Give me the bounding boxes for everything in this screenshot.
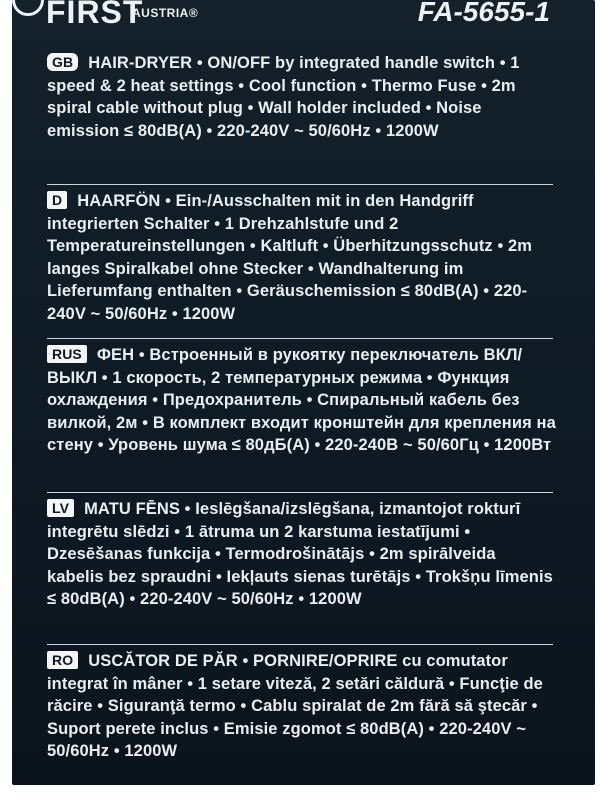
section-lv [47, 498, 557, 611]
section-ro [47, 650, 557, 763]
section-text-gb: HAIR-DRYER • ON/OFF by integrated handle switch • 1 speed & 2 heat settings • Cool function • Thermo Fuse • 2m spiral cable without plug • Wall holder included • Noise emission ≤ 80dB(A) • 220-240V ~ 50/60Hz • 1200W [47, 54, 520, 140]
divider [47, 184, 553, 185]
model-number: FA-5655-1 [417, 0, 550, 27]
language-tag-d: D [47, 191, 67, 209]
divider [47, 338, 553, 339]
section-text-d: HAARFÖN • Ein-/Ausschalten mit in den Handgriff integrierten Schalter • 1 Drehzahlstufe und 2 Temperatureinstellungen • Kaltluft • Überhitzungsschutz • 2m langes Spiralkabel ohne Stecker • Wandhalterung im Lieferumfang enthalten • Geräuschemission ≤ 80dB(A) • 220-240V ~ 50/60Hz • 1200W [47, 192, 533, 323]
section-text-lv: MATU FĒNS • Ieslēgšana/izslēgšana, izmantojot rokturī integrētu slēdzi • 1 ātruma un 2 karstuma iestatījumi • Dzesēšanas funkcija • Termodrošinātājs • 2m spirālveida kabelis bez spraudni • Iekļauts sienas turētājs • Trokšņu līmenis ≤ 80dB(A) • 220-240V ~ 50/60Hz • 1200W [47, 500, 553, 608]
product-label-panel [12, 0, 595, 785]
brand-logo-icon [12, 0, 44, 16]
section-text-rus: ФЕН • Встроенный в рукоятку переключатель ВКЛ/ ВЫКЛ • 1 скорость, 2 температурных режима • Функция охлаждения • Предохранитель • Спиральный кабель без вилкой, 2м • В комплект входит кронштейн для крепления на стену • Уровень шума ≤ 80дБ(А) • 220-240В ~ 50/60Гц • 1200Вт [47, 346, 556, 454]
section-text-ro: USCĂTOR DE PĂR • PORNIRE/OPRIRE cu comutator integrat în mâner • 1 setare viteză, 2 setări căldură • Funcţie de răcire • Siguranţă termo • Cablu spiralat de 2m fără să ştecăr • Suport perete inclus • Emisie zgomot ≤ 80dB(A) • 220-240V ~ 50/60Hz • 1200W [47, 652, 543, 760]
language-tag-lv: LV [47, 499, 74, 517]
divider [47, 644, 553, 645]
section-gb [47, 52, 557, 142]
language-tag-ro: RO [47, 651, 78, 669]
section-d [47, 190, 557, 325]
language-tag-gb: GB [47, 53, 78, 71]
section-rus [47, 344, 557, 457]
brand-country: AUSTRIA® [132, 6, 199, 20]
label-header [12, 0, 595, 34]
language-tag-rus: RUS [47, 345, 87, 363]
divider [47, 492, 553, 493]
brand-name: FIRST [46, 0, 144, 30]
